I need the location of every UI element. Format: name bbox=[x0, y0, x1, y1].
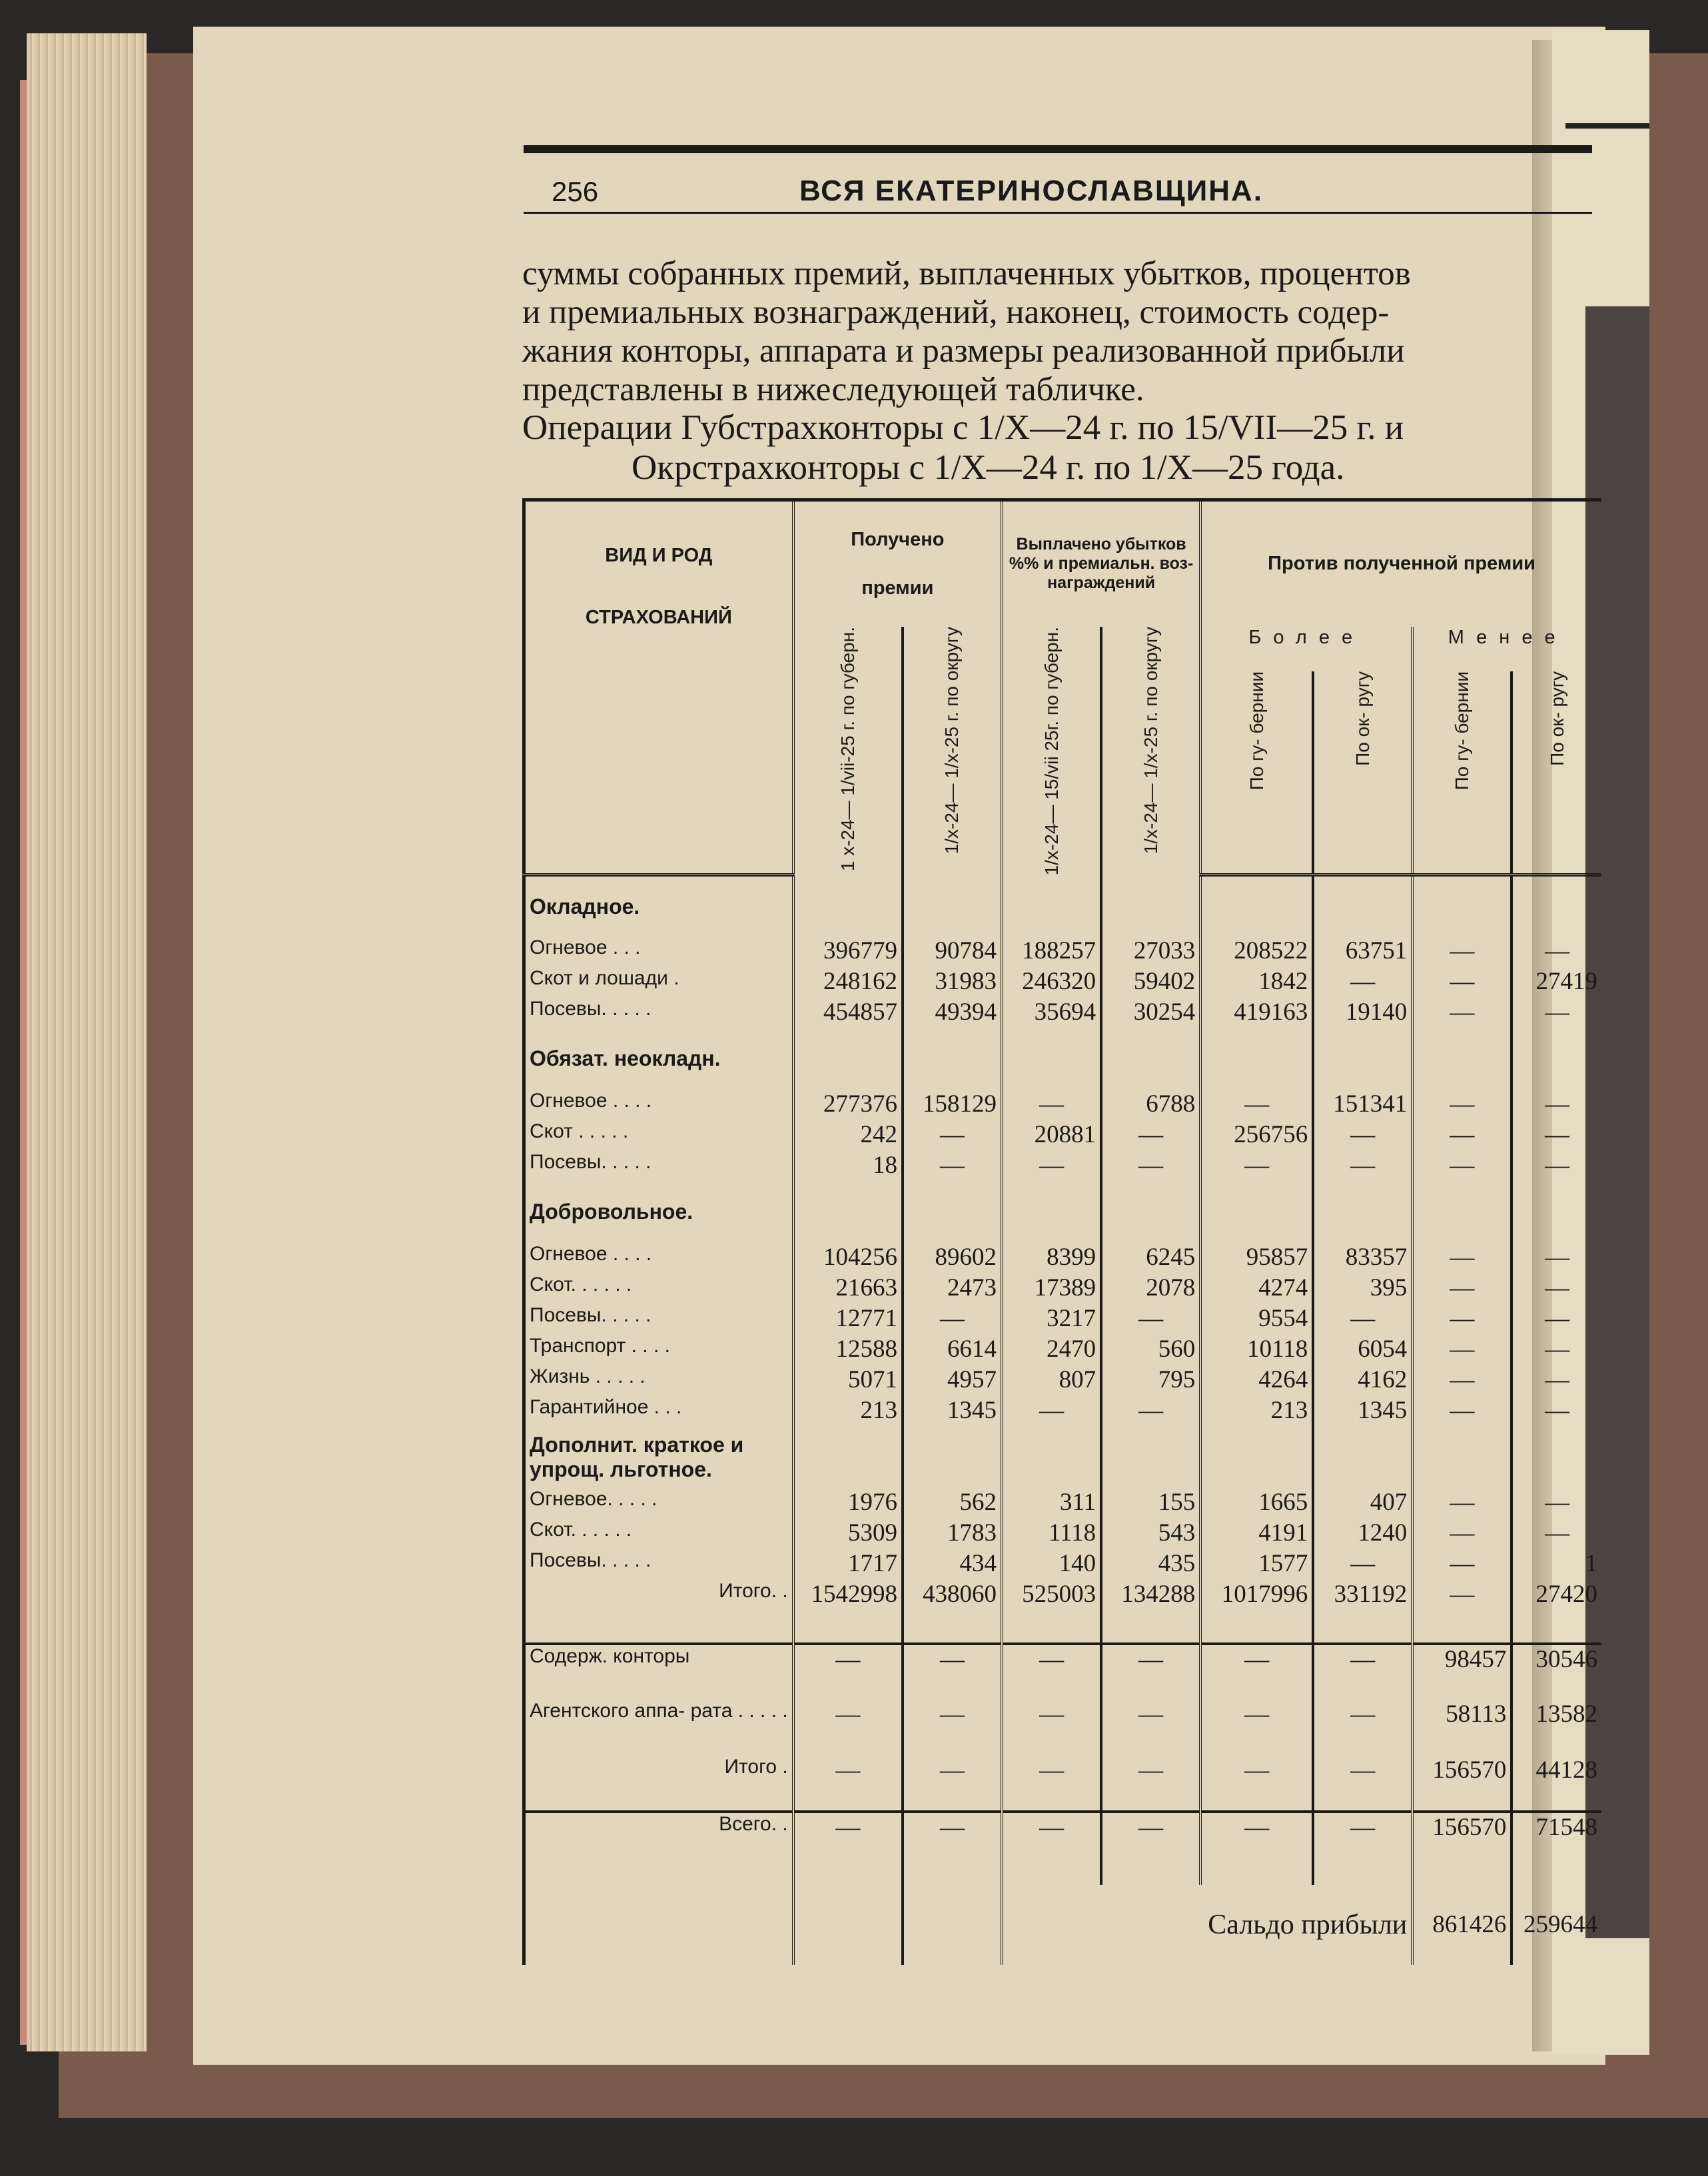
value-cell: 30546 bbox=[1511, 1644, 1601, 1700]
value-cell: 155 bbox=[1101, 1488, 1200, 1519]
value-cell: 49394 bbox=[903, 998, 1002, 1028]
value-cell: — bbox=[1002, 1090, 1101, 1120]
table-row bbox=[524, 936, 1602, 967]
value-cell: 1976 bbox=[793, 1488, 903, 1519]
value-cell: — bbox=[1511, 1396, 1601, 1427]
value-cell: 1240 bbox=[1313, 1519, 1412, 1549]
header-received-1: Получено bbox=[851, 528, 945, 550]
value-cell: — bbox=[1412, 1120, 1511, 1151]
value-cell: — bbox=[1313, 1120, 1412, 1151]
col-head-text: 1/х-24— 15/vii 25г. по губерн. bbox=[1041, 626, 1062, 875]
empty-cell bbox=[1200, 1427, 1313, 1488]
value-cell: 12588 bbox=[793, 1335, 903, 1365]
value-cell: — bbox=[1101, 1756, 1200, 1812]
empty-cell bbox=[1002, 1182, 1101, 1243]
value-cell: 277376 bbox=[793, 1090, 903, 1120]
table-caption-line-2: Окрстрахконторы с 1/X—24 г. по 1/X—25 года. bbox=[632, 448, 1345, 487]
value-cell: 1842 bbox=[1200, 967, 1313, 998]
balance-value: 861426 bbox=[1412, 1885, 1511, 1965]
value-cell: 242 bbox=[793, 1120, 903, 1151]
table-row bbox=[524, 1335, 1602, 1365]
row-label: Жизнь . . . . . bbox=[524, 1365, 793, 1396]
row-label: Скот . . . . . bbox=[524, 1120, 793, 1151]
row-label: Огневое. . . . . bbox=[524, 1488, 793, 1519]
value-cell: — bbox=[1412, 1304, 1511, 1335]
empty-cell bbox=[1101, 1028, 1200, 1090]
row-label: Посевы. . . . . bbox=[524, 998, 793, 1028]
value-cell: 2473 bbox=[903, 1273, 1002, 1304]
value-cell: — bbox=[1002, 1644, 1101, 1700]
col-head bbox=[1002, 627, 1101, 875]
header-underline bbox=[524, 212, 1592, 214]
table-row bbox=[524, 998, 1602, 1028]
empty-cell bbox=[1313, 875, 1412, 936]
value-cell: 331192 bbox=[1313, 1580, 1412, 1644]
header-kind-2: СТРАХОВАНИЙ bbox=[585, 606, 732, 628]
col-head-text: 1/х-24— 1/х-25 г. по округу bbox=[941, 626, 963, 854]
value-cell: 1 bbox=[1511, 1549, 1601, 1580]
value-cell: 4957 bbox=[903, 1365, 1002, 1396]
empty-cell bbox=[1101, 875, 1200, 936]
value-cell: — bbox=[1101, 1120, 1200, 1151]
empty-cell bbox=[1511, 1427, 1601, 1488]
value-cell: — bbox=[1511, 1090, 1601, 1120]
empty-cell bbox=[793, 1182, 903, 1243]
col-head bbox=[1412, 671, 1511, 875]
table-row bbox=[524, 1243, 1602, 1273]
empty-cell bbox=[1200, 1182, 1313, 1243]
table-row bbox=[524, 1365, 1602, 1396]
value-cell: — bbox=[903, 1120, 1002, 1151]
value-cell: 6245 bbox=[1101, 1243, 1200, 1273]
value-cell: 807 bbox=[1002, 1365, 1101, 1396]
value-cell: 98457 bbox=[1412, 1644, 1511, 1700]
value-cell: — bbox=[1313, 1151, 1412, 1182]
row-label: Огневое . . . . bbox=[524, 1090, 793, 1120]
value-cell: 213 bbox=[793, 1396, 903, 1427]
value-cell: 3217 bbox=[1002, 1304, 1101, 1335]
header-rule bbox=[524, 145, 1592, 153]
value-cell: 5309 bbox=[793, 1519, 903, 1549]
value-cell: 90784 bbox=[903, 936, 1002, 967]
value-cell: 8399 bbox=[1002, 1243, 1101, 1273]
balance-label: Сальдо прибыли bbox=[1208, 1909, 1408, 1940]
running-head: ВСЯ ЕКАТЕРИНОСЛАВЩИНА. bbox=[799, 175, 1264, 207]
value-cell: — bbox=[1412, 936, 1511, 967]
empty-cell bbox=[1200, 875, 1313, 936]
header-kind bbox=[524, 500, 793, 672]
value-cell: — bbox=[903, 1756, 1002, 1812]
header-filler bbox=[524, 671, 793, 875]
value-cell: — bbox=[1200, 1644, 1313, 1700]
value-cell: — bbox=[1511, 1365, 1601, 1396]
value-cell: — bbox=[1412, 1365, 1511, 1396]
empty-cell bbox=[1101, 1427, 1200, 1488]
value-cell: — bbox=[1200, 1756, 1313, 1812]
value-cell: — bbox=[1101, 1644, 1200, 1700]
value-cell: 71548 bbox=[1511, 1812, 1601, 1885]
value-cell: 6614 bbox=[903, 1335, 1002, 1365]
value-cell: 19140 bbox=[1313, 998, 1412, 1028]
header-received bbox=[793, 500, 1002, 627]
value-cell: — bbox=[1412, 1580, 1511, 1644]
value-cell: 4274 bbox=[1200, 1273, 1313, 1304]
section-title: Окладное. bbox=[524, 875, 793, 936]
value-cell: — bbox=[1412, 1243, 1511, 1273]
empty-cell bbox=[1002, 875, 1101, 936]
page-edges bbox=[27, 33, 147, 2051]
value-cell: 156570 bbox=[1412, 1756, 1511, 1812]
value-cell: 27033 bbox=[1101, 936, 1200, 967]
value-cell: — bbox=[1412, 1335, 1511, 1365]
value-cell: — bbox=[1511, 1519, 1601, 1549]
value-cell: — bbox=[1002, 1756, 1101, 1812]
table-row bbox=[524, 1580, 1602, 1644]
value-cell: — bbox=[1313, 1700, 1412, 1756]
value-cell: 156570 bbox=[1412, 1812, 1511, 1885]
value-cell: 83357 bbox=[1313, 1243, 1412, 1273]
header-less: Менее bbox=[1412, 627, 1601, 672]
col-head-text: По ок- ругу bbox=[1352, 671, 1373, 766]
value-cell: 21663 bbox=[793, 1273, 903, 1304]
empty-cell bbox=[793, 875, 903, 936]
value-cell: 158129 bbox=[903, 1090, 1002, 1120]
section-title: Дополнит. краткое и упрощ. льготное. bbox=[524, 1427, 793, 1488]
empty-cell bbox=[903, 1885, 1002, 1965]
value-cell: 1345 bbox=[1313, 1396, 1412, 1427]
value-cell: 10118 bbox=[1200, 1335, 1313, 1365]
section-row bbox=[524, 1028, 1602, 1090]
col-head bbox=[793, 627, 903, 875]
value-cell: 435 bbox=[1101, 1549, 1200, 1580]
page-number: 256 bbox=[552, 176, 599, 207]
table-row bbox=[524, 1151, 1602, 1182]
value-cell: 248162 bbox=[793, 967, 903, 998]
value-cell: — bbox=[1412, 1396, 1511, 1427]
value-cell: — bbox=[1002, 1396, 1101, 1427]
value-cell: 311 bbox=[1002, 1488, 1101, 1519]
header-kind-1: ВИД И РОД bbox=[605, 544, 713, 566]
value-cell: 4191 bbox=[1200, 1519, 1313, 1549]
value-cell: 4162 bbox=[1313, 1365, 1412, 1396]
col-head-text: По ок- ругу bbox=[1546, 671, 1567, 766]
row-label: Итого . bbox=[524, 1756, 793, 1812]
value-cell: — bbox=[1412, 1549, 1511, 1580]
value-cell: — bbox=[903, 1812, 1002, 1885]
header-against: Против полученной премии bbox=[1200, 500, 1601, 627]
value-cell: 256756 bbox=[1200, 1120, 1313, 1151]
value-cell: — bbox=[903, 1304, 1002, 1335]
table-row bbox=[524, 1090, 1602, 1120]
value-cell: 18 bbox=[793, 1151, 903, 1182]
value-cell: 5071 bbox=[793, 1365, 903, 1396]
value-cell: 44128 bbox=[1511, 1756, 1601, 1812]
intro-line: жания конторы, аппарата и размеры реализованной прибыли bbox=[522, 332, 1405, 370]
empty-cell bbox=[1313, 1182, 1412, 1243]
value-cell: 525003 bbox=[1002, 1580, 1101, 1644]
facing-page-rule bbox=[1565, 123, 1649, 129]
value-cell: 1783 bbox=[903, 1519, 1002, 1549]
value-cell: 1017996 bbox=[1200, 1580, 1313, 1644]
empty-cell bbox=[793, 1028, 903, 1090]
value-cell: 20881 bbox=[1002, 1120, 1101, 1151]
empty-cell bbox=[1412, 1182, 1511, 1243]
col-head-text: 1/х-24— 1/х-25 г. по округу bbox=[1140, 626, 1161, 854]
row-label: Содерж. конторы bbox=[524, 1644, 793, 1700]
value-cell: — bbox=[1412, 1090, 1511, 1120]
value-cell: — bbox=[1511, 1304, 1601, 1335]
value-cell: — bbox=[1313, 1304, 1412, 1335]
col-head bbox=[1313, 671, 1412, 875]
value-cell: — bbox=[1313, 967, 1412, 998]
value-cell: — bbox=[1200, 1700, 1313, 1756]
table-row bbox=[524, 1488, 1602, 1519]
value-cell: 395 bbox=[1313, 1273, 1412, 1304]
value-cell: — bbox=[793, 1644, 903, 1700]
row-label: Скот. . . . . . bbox=[524, 1273, 793, 1304]
row-label: Посевы. . . . . bbox=[524, 1304, 793, 1335]
value-cell: 213 bbox=[1200, 1396, 1313, 1427]
table-row bbox=[524, 1396, 1602, 1427]
value-cell: — bbox=[1101, 1396, 1200, 1427]
table-row bbox=[524, 1304, 1602, 1335]
header-received-2: премии bbox=[861, 577, 934, 599]
value-cell: — bbox=[1412, 1519, 1511, 1549]
value-cell: — bbox=[1101, 1151, 1200, 1182]
intro-line: и премиальных вознаграждений, наконец, стоимость содер- bbox=[522, 294, 1390, 331]
table-body bbox=[524, 875, 1602, 1965]
value-cell: — bbox=[903, 1151, 1002, 1182]
value-cell: 560 bbox=[1101, 1335, 1200, 1365]
col-head-text: По гу- бернии bbox=[1451, 671, 1472, 791]
value-cell: 63751 bbox=[1313, 936, 1412, 967]
balance-value: 259644 bbox=[1511, 1885, 1601, 1965]
row-label: Скот и лошади . bbox=[524, 967, 793, 998]
row-label: Всего. . bbox=[524, 1812, 793, 1885]
value-cell: 140 bbox=[1002, 1549, 1101, 1580]
table-caption-line-1: Операции Губстрахконторы с 1/X—24 г. по 15/VII—25 г. и bbox=[522, 408, 1404, 447]
value-cell: 438060 bbox=[903, 1580, 1002, 1644]
value-cell: — bbox=[1002, 1812, 1101, 1885]
value-cell: — bbox=[793, 1812, 903, 1885]
table-row bbox=[524, 1812, 1602, 1885]
value-cell: 12771 bbox=[793, 1304, 903, 1335]
value-cell: 4264 bbox=[1200, 1365, 1313, 1396]
value-cell: — bbox=[1313, 1812, 1412, 1885]
table-row bbox=[524, 1549, 1602, 1580]
value-cell: 246320 bbox=[1002, 967, 1101, 998]
value-cell: — bbox=[1200, 1812, 1313, 1885]
empty-cell bbox=[1511, 1028, 1601, 1090]
value-cell: — bbox=[793, 1756, 903, 1812]
value-cell: — bbox=[1511, 998, 1601, 1028]
value-cell: — bbox=[1511, 1151, 1601, 1182]
row-label: Гарантийное . . . bbox=[524, 1396, 793, 1427]
row-label: Огневое . . . . bbox=[524, 1243, 793, 1273]
header-paid: Выплачено убытков %% и премиальн. воз- награждений bbox=[1002, 500, 1200, 627]
empty-cell bbox=[903, 1182, 1002, 1243]
empty-cell bbox=[1511, 875, 1601, 936]
table-row bbox=[524, 967, 1602, 998]
operations-table bbox=[522, 498, 1601, 1997]
intro-line: представлены в нижеследующей табличке. bbox=[522, 371, 1144, 408]
row-label: Огневое . . . bbox=[524, 936, 793, 967]
empty-cell bbox=[1412, 875, 1511, 936]
col-head bbox=[1511, 671, 1601, 875]
row-label: Посевы. . . . . bbox=[524, 1549, 793, 1580]
value-cell: 434 bbox=[903, 1549, 1002, 1580]
value-cell: — bbox=[1412, 967, 1511, 998]
value-cell: 58113 bbox=[1412, 1700, 1511, 1756]
col-head bbox=[1200, 671, 1313, 875]
value-cell: 795 bbox=[1101, 1365, 1200, 1396]
row-label: Агентского аппа- рата . . . . . bbox=[524, 1700, 793, 1756]
value-cell: 59402 bbox=[1101, 967, 1200, 998]
empty-cell bbox=[793, 1885, 903, 1965]
value-cell: — bbox=[1200, 1090, 1313, 1120]
row-label: Посевы. . . . . bbox=[524, 1151, 793, 1182]
col-head bbox=[1101, 627, 1200, 875]
value-cell: 1542998 bbox=[793, 1580, 903, 1644]
value-cell: — bbox=[1101, 1812, 1200, 1885]
empty-cell bbox=[1313, 1427, 1412, 1488]
value-cell: 27419 bbox=[1511, 967, 1601, 998]
value-cell: — bbox=[793, 1700, 903, 1756]
value-cell: 419163 bbox=[1200, 998, 1313, 1028]
empty-cell bbox=[1002, 1427, 1101, 1488]
value-cell: 9554 bbox=[1200, 1304, 1313, 1335]
value-cell: — bbox=[1511, 1120, 1601, 1151]
empty-cell bbox=[903, 1427, 1002, 1488]
value-cell: 454857 bbox=[793, 998, 903, 1028]
empty-cell bbox=[903, 875, 1002, 936]
value-cell: 1717 bbox=[793, 1549, 903, 1580]
table-row bbox=[524, 1273, 1602, 1304]
section-row bbox=[524, 1182, 1602, 1243]
value-cell: 134288 bbox=[1101, 1580, 1200, 1644]
empty-cell bbox=[1200, 1028, 1313, 1090]
value-cell: 407 bbox=[1313, 1488, 1412, 1519]
value-cell: — bbox=[1412, 1488, 1511, 1519]
value-cell: — bbox=[1511, 936, 1601, 967]
section-row bbox=[524, 1427, 1602, 1488]
value-cell: 543 bbox=[1101, 1519, 1200, 1549]
section-title: Добровольное. bbox=[524, 1182, 793, 1243]
section-title: Обязат. неокладн. bbox=[524, 1028, 793, 1090]
empty-cell bbox=[1002, 1028, 1101, 1090]
col-head-text: 1 х-24— 1/vii-25 г. по губерн. bbox=[837, 626, 858, 871]
value-cell: — bbox=[1511, 1488, 1601, 1519]
value-cell: 104256 bbox=[793, 1243, 903, 1273]
value-cell: — bbox=[903, 1644, 1002, 1700]
value-cell: 30254 bbox=[1101, 998, 1200, 1028]
value-cell: — bbox=[1412, 1273, 1511, 1304]
balance-row bbox=[524, 1885, 1602, 1965]
value-cell: 95857 bbox=[1200, 1243, 1313, 1273]
value-cell: — bbox=[1313, 1644, 1412, 1700]
value-cell: 1118 bbox=[1002, 1519, 1101, 1549]
value-cell: 6054 bbox=[1313, 1335, 1412, 1365]
row-label: Скот. . . . . . bbox=[524, 1519, 793, 1549]
value-cell: 1345 bbox=[903, 1396, 1002, 1427]
value-cell: 208522 bbox=[1200, 936, 1313, 967]
empty-cell bbox=[1313, 1028, 1412, 1090]
section-row bbox=[524, 875, 1602, 936]
value-cell: — bbox=[1101, 1304, 1200, 1335]
empty-cell bbox=[903, 1028, 1002, 1090]
col-head-text: По гу- бернии bbox=[1246, 671, 1267, 791]
value-cell: 2078 bbox=[1101, 1273, 1200, 1304]
value-cell: — bbox=[1200, 1151, 1313, 1182]
value-cell: — bbox=[1313, 1549, 1412, 1580]
row-label bbox=[524, 1885, 793, 1965]
value-cell: 396779 bbox=[793, 936, 903, 967]
value-cell: 35694 bbox=[1002, 998, 1101, 1028]
value-cell: — bbox=[1511, 1273, 1601, 1304]
table-row bbox=[524, 1700, 1602, 1756]
empty-cell bbox=[1002, 1885, 1101, 1965]
value-cell: 31983 bbox=[903, 967, 1002, 998]
col-head bbox=[903, 627, 1002, 875]
value-cell: — bbox=[1101, 1700, 1200, 1756]
value-cell: — bbox=[1313, 1756, 1412, 1812]
value-cell: 562 bbox=[903, 1488, 1002, 1519]
intro-paragraph bbox=[522, 254, 1595, 409]
value-cell: 1665 bbox=[1200, 1488, 1313, 1519]
intro-line: суммы собранных премий, выплаченных убытков, процентов bbox=[522, 255, 1411, 292]
table-row bbox=[524, 1644, 1602, 1700]
value-cell: 2470 bbox=[1002, 1335, 1101, 1365]
empty-cell bbox=[793, 1427, 903, 1488]
header-more: Более bbox=[1200, 627, 1412, 672]
value-cell: — bbox=[1511, 1243, 1601, 1273]
value-cell: — bbox=[1511, 1335, 1601, 1365]
empty-cell bbox=[1511, 1182, 1601, 1243]
table-row bbox=[524, 1756, 1602, 1812]
value-cell: 151341 bbox=[1313, 1090, 1412, 1120]
row-label: Транспорт . . . . bbox=[524, 1335, 793, 1365]
value-cell: — bbox=[1412, 998, 1511, 1028]
value-cell: — bbox=[1412, 1151, 1511, 1182]
value-cell: — bbox=[903, 1700, 1002, 1756]
value-cell: 13582 bbox=[1511, 1700, 1601, 1756]
empty-cell bbox=[1412, 1427, 1511, 1488]
value-cell: 1577 bbox=[1200, 1549, 1313, 1580]
table-row bbox=[524, 1120, 1602, 1151]
value-cell: — bbox=[1002, 1700, 1101, 1756]
value-cell: 89602 bbox=[903, 1243, 1002, 1273]
value-cell: 6788 bbox=[1101, 1090, 1200, 1120]
table-row bbox=[524, 1519, 1602, 1549]
empty-cell bbox=[1101, 1182, 1200, 1243]
value-cell: — bbox=[1002, 1151, 1101, 1182]
empty-cell bbox=[1412, 1028, 1511, 1090]
value-cell: 188257 bbox=[1002, 936, 1101, 967]
value-cell: 27420 bbox=[1511, 1580, 1601, 1644]
row-label: Итого. . bbox=[524, 1580, 793, 1644]
value-cell: 17389 bbox=[1002, 1273, 1101, 1304]
